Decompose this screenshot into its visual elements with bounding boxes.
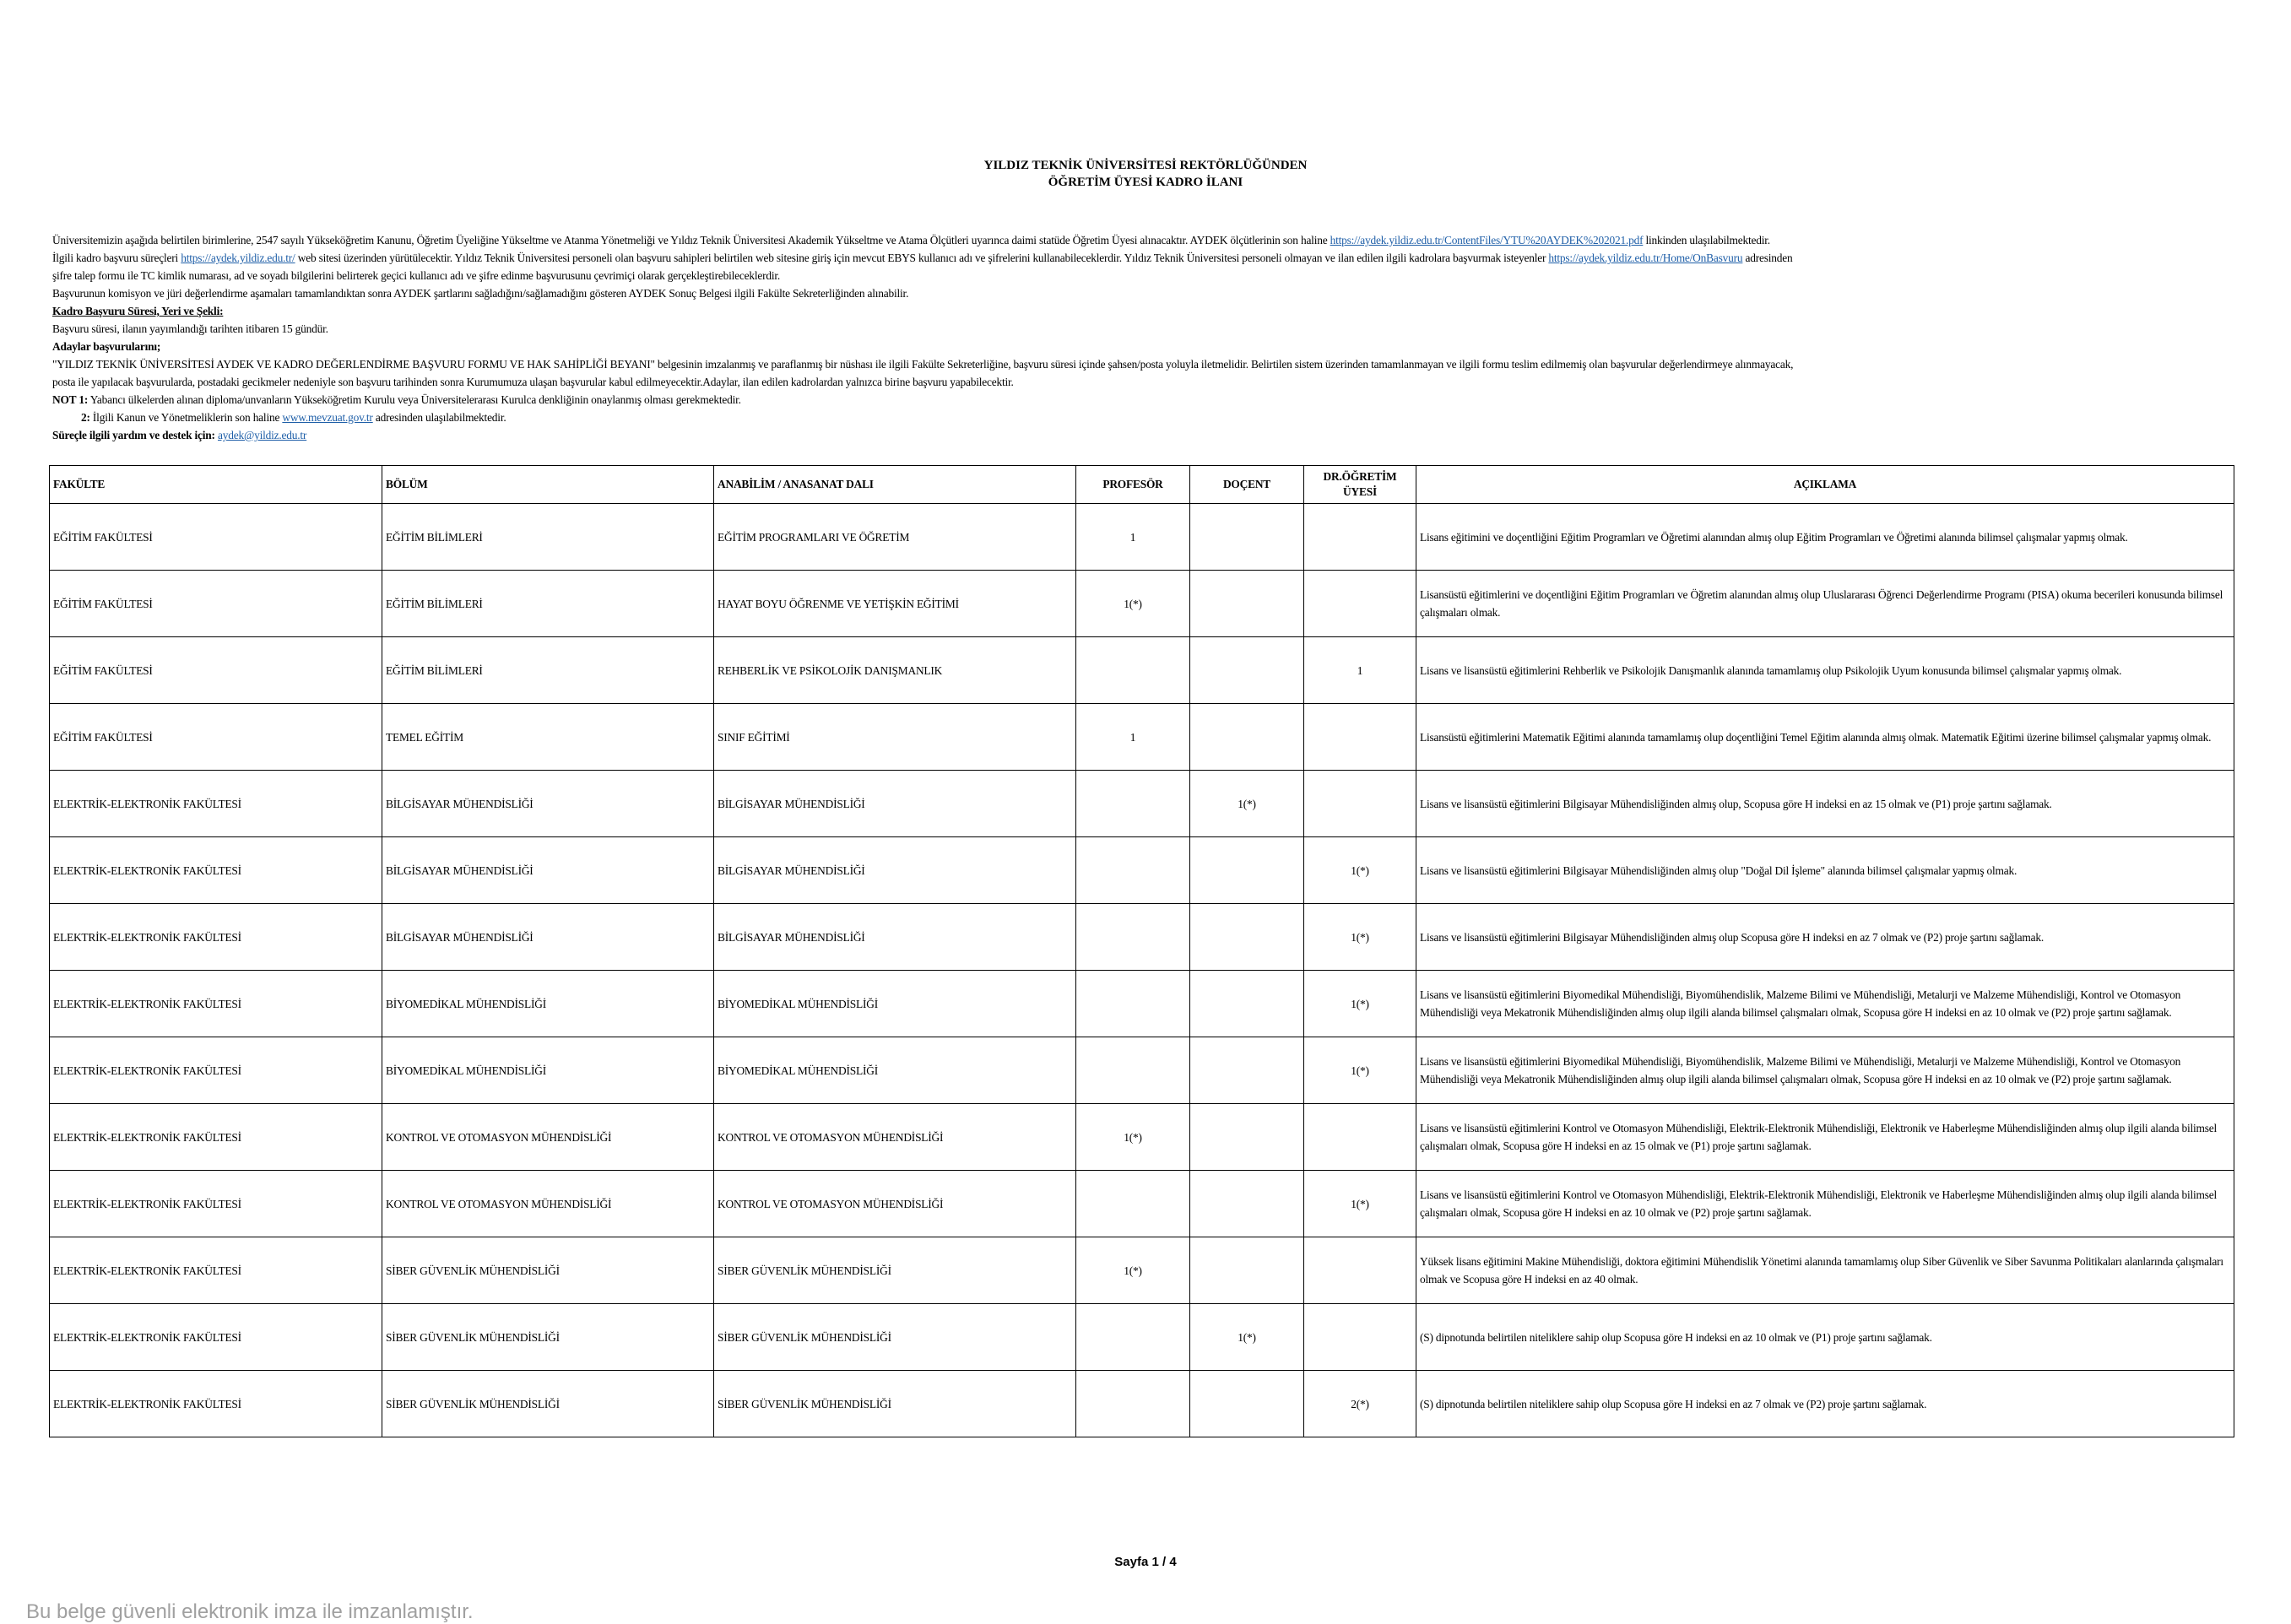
col-associate: DOÇENT [1190, 466, 1304, 504]
cell-description: Lisans eğitimini ve doçentliğini Eğitim Programları ve Öğretimi alanından almış olup Eğitim Programları ve Öğretimi alanında bilimsel çalışmalar yapmış olmak. [1416, 504, 2234, 571]
cell-description: Lisans ve lisansüstü eğitimlerini Kontrol ve Otomasyon Mühendisliği, Elektrik-Elektronik Mühendisliği, Elektronik ve Haberleşme Mühendisliğinden almış olup ilgili alanda bilimsel çalışmaları olmak, Scopusa göre H indeksi en az 15 olmak ve (P1) proje şartını sağlamak. [1416, 1104, 2234, 1171]
cell-faculty: EĞİTİM FAKÜLTESİ [50, 571, 382, 637]
cell-faculty: ELEKTRİK-ELEKTRONİK FAKÜLTESİ [50, 1104, 382, 1171]
cell-assistant [1304, 1304, 1416, 1371]
section-heading-duration: Kadro Başvuru Süresi, Yeri ve Şekli: [52, 305, 224, 317]
aydek-site-link[interactable]: https://aydek.yildiz.edu.tr/ [181, 252, 295, 264]
cell-department: TEMEL EĞİTİM [382, 704, 714, 771]
cell-division: BİLGİSAYAR MÜHENDİSLİĞİ [714, 837, 1076, 904]
cell-department: KONTROL VE OTOMASYON MÜHENDİSLİĞİ [382, 1171, 714, 1237]
table-row [50, 1171, 2234, 1237]
cell-department: BİLGİSAYAR MÜHENDİSLİĞİ [382, 837, 714, 904]
cell-faculty: ELEKTRİK-ELEKTRONİK FAKÜLTESİ [50, 771, 382, 837]
table-row [50, 1371, 2234, 1437]
cell-department: SİBER GÜVENLİK MÜHENDİSLİĞİ [382, 1371, 714, 1437]
col-department: BÖLÜM [382, 466, 714, 504]
cell-division: BİLGİSAYAR MÜHENDİSLİĞİ [714, 771, 1076, 837]
cell-division: BİLGİSAYAR MÜHENDİSLİĞİ [714, 904, 1076, 971]
text: web sitesi üzerinden yürütülecektir. Yıldız Teknik Üniversitesi personeli olan başvuru sahipleri belirtilen web sitesine giriş için mevcut EBYS kullanıcı adı ve şifrelerini kullanabileceklerdir. Yıldız Teknik Üniversitesi personeli olmayan ve ilan edilen ilgili kadrolara başvurmak isteyenler [295, 252, 1549, 264]
cell-division: SİBER GÜVENLİK MÜHENDİSLİĞİ [714, 1237, 1076, 1304]
cell-associate [1190, 1037, 1304, 1104]
cell-faculty: ELEKTRİK-ELEKTRONİK FAKÜLTESİ [50, 904, 382, 971]
cell-description: (S) dipnotunda belirtilen niteliklere sahip olup Scopusa göre H indeksi en az 7 olmak ve (P2) proje şartını sağlamak. [1416, 1371, 2234, 1437]
cell-assistant [1304, 1237, 1416, 1304]
text: İlgili kadro başvuru süreçleri [52, 252, 181, 264]
cell-associate [1190, 1237, 1304, 1304]
cell-division: KONTROL VE OTOMASYON MÜHENDİSLİĞİ [714, 1104, 1076, 1171]
cell-assistant: 1(*) [1304, 971, 1416, 1037]
cell-department: KONTROL VE OTOMASYON MÜHENDİSLİĞİ [382, 1104, 714, 1171]
table-row [50, 571, 2234, 637]
cell-associate [1190, 1171, 1304, 1237]
application-text-1: "YILDIZ TEKNİK ÜNİVERSİTESİ AYDEK VE KADRO DEĞERLENDİRME BAŞVURU FORMU VE HAK SAHİPLİĞİ BEYANI" belgesinin imzalanmış ve paraflanmış bir nüshası ile ilgili Fakülte Sekreterliğine, başvuru süresi içinde şahsen/posta yoluyla iletmelidir. Belirtilen sistem üzerinden tamamlanmayan ve ilgili formu teslim edilmemiş olan başvurular değerlendirmeye alınmayacak, [52, 358, 1794, 371]
cell-faculty: ELEKTRİK-ELEKTRONİK FAKÜLTESİ [50, 1037, 382, 1104]
table-row [50, 904, 2234, 971]
cell-description: Lisans ve lisansüstü eğitimlerini Bilgisayar Mühendisliğinden almış olup, Scopusa göre H indeksi en az 15 olmak ve (P1) proje şartını sağlamak. [1416, 771, 2234, 837]
table-row [50, 637, 2234, 704]
text: adresinden [1742, 252, 1793, 264]
cell-associate [1190, 504, 1304, 571]
intro-paragraph-3: şifre talep formu ile TC kimlik numarası, ad ve soyadı bilgilerini belirterek geçici kullanıcı adı ve şifre edinme başvurusunu çevrimiçi olarak gerçekleştirebileceklerdir. [52, 269, 781, 282]
col-professor: PROFESÖR [1076, 466, 1190, 504]
text: Yabancı ülkelerden alınan diploma/unvanların Yükseköğretim Kurulu veya Üniversitelerarası Kurulca denkliğinin onaylanmış olması gerekmektedir. [88, 393, 741, 406]
cell-assistant: 1(*) [1304, 1171, 1416, 1237]
cell-faculty: ELEKTRİK-ELEKTRONİK FAKÜLTESİ [50, 1237, 382, 1304]
cell-department: EĞİTİM BİLİMLERİ [382, 504, 714, 571]
cell-assistant: 1(*) [1304, 904, 1416, 971]
cell-professor [1076, 1171, 1190, 1237]
cell-assistant [1304, 571, 1416, 637]
cell-assistant: 2(*) [1304, 1371, 1416, 1437]
cell-professor: 1(*) [1076, 571, 1190, 637]
cell-professor [1076, 904, 1190, 971]
cell-division: SINIF EĞİTİMİ [714, 704, 1076, 771]
cell-description: Lisans ve lisansüstü eğitimlerini Bilgisayar Mühendisliğinden almış olup "Doğal Dil İşleme" alanında bilimsel çalışmalar yapmış olmak. [1416, 837, 2234, 904]
document-title: YILDIZ TEKNİK ÜNİVERSİTESİ REKTÖRLÜĞÜNDEN [983, 159, 1308, 172]
cell-assistant [1304, 704, 1416, 771]
cell-assistant: 1(*) [1304, 837, 1416, 904]
cell-associate [1190, 637, 1304, 704]
cell-department: SİBER GÜVENLİK MÜHENDİSLİĞİ [382, 1237, 714, 1304]
note-1 [52, 391, 2247, 409]
cell-description: Lisans ve lisansüstü eğitimlerini Bilgisayar Mühendisliğinden almış olup Scopusa göre H indeksi en az 7 olmak ve (P2) proje şartını sağlamak. [1416, 904, 2234, 971]
cell-division: SİBER GÜVENLİK MÜHENDİSLİĞİ [714, 1371, 1076, 1437]
cell-division: BİYOMEDİKAL MÜHENDİSLİĞİ [714, 971, 1076, 1037]
table-header-row [50, 466, 2234, 504]
note-label: NOT 1: [52, 393, 89, 406]
table-row [50, 1237, 2234, 1304]
cell-assistant: 1 [1304, 637, 1416, 704]
intro-text [52, 231, 2247, 444]
cell-department: BİLGİSAYAR MÜHENDİSLİĞİ [382, 904, 714, 971]
cell-description: Lisansüstü eğitimlerini Matematik Eğitimi alanında tamamlamış olup doçentliğini Temel Eğitim alanında almış olmak. Matematik Eğitimi üzerine bilimsel çalışmalar yapmış olmak. [1416, 704, 2234, 771]
cell-description: Lisansüstü eğitimlerini ve doçentliğini Eğitim Programları ve Öğretim alanından almış olup Uluslararası Öğrenci Değerlendirme Programı (PISA) okuma becerileri konusunda bilimsel çalışmaları olmak. [1416, 571, 2234, 637]
cell-department: BİLGİSAYAR MÜHENDİSLİĞİ [382, 771, 714, 837]
text: adresinden ulaşılabilmektedir. [372, 411, 506, 424]
table-row [50, 971, 2234, 1037]
note-2 [52, 409, 2247, 426]
cell-professor [1076, 971, 1190, 1037]
cell-division: HAYAT BOYU ÖĞRENME VE YETİŞKİN EĞİTİMİ [714, 571, 1076, 637]
cell-description: Lisans ve lisansüstü eğitimlerini Biyomedikal Mühendisliği, Biyomühendislik, Malzeme Bilimi ve Mühendisliği, Metalurji ve Malzeme Mühendisliği, Kontrol ve Otomasyon Mühendisliği veya Mekatronik Mühendisliğinden almış olup ilgili alanda bilimsel çalışmaları olmak, Scopusa göre H indeksi en az 10 olmak ve (P2) proje şartını sağlamak. [1416, 971, 2234, 1037]
mevzuat-link[interactable]: www.mevzuat.gov.tr [282, 411, 373, 424]
intro-paragraph-4: Başvurunun komisyon ve jüri değerlendirme aşamaları tamamlandıktan sonra AYDEK şartlarını sağladığını/sağlamadığını gösteren AYDEK Sonuç Belgesi ilgili Fakülte Sekreterliğinden alınabilir. [52, 287, 909, 300]
cell-associate [1190, 704, 1304, 771]
table-row [50, 1104, 2234, 1171]
cell-faculty: ELEKTRİK-ELEKTRONİK FAKÜLTESİ [50, 1304, 382, 1371]
table-row [50, 1037, 2234, 1104]
cell-professor [1076, 1304, 1190, 1371]
cell-associate: 1(*) [1190, 771, 1304, 837]
cell-professor [1076, 1371, 1190, 1437]
text: Üniversitemizin aşağıda belirtilen birimlerine, 2547 sayılı Yükseköğretim Kanunu, Öğretim Üyeliğine Yükseltme ve Atanma Yönetmeliği ve Yıldız Teknik Üniversitesi Akademik Yükseltme ve Atama Ölçütleri uyarınca daimi statüde Öğretim Üyesi alınacaktır. AYDEK ölçütlerinin son haline [52, 234, 1330, 246]
cell-department: EĞİTİM BİLİMLERİ [382, 637, 714, 704]
table-row [50, 704, 2234, 771]
cell-professor [1076, 1037, 1190, 1104]
cell-department: SİBER GÜVENLİK MÜHENDİSLİĞİ [382, 1304, 714, 1371]
aydek-criteria-link[interactable]: https://aydek.yildiz.edu.tr/ContentFiles/YTU%20AYDEK%202021.pdf [1330, 234, 1644, 246]
cell-description: Lisans ve lisansüstü eğitimlerini Rehberlik ve Psikolojik Danışmanlık alanında tamamlamış olup Psikolojik Uyum konusunda bilimsel çalışmalar yapmış olmak. [1416, 637, 2234, 704]
table-row [50, 1304, 2234, 1371]
cell-associate [1190, 971, 1304, 1037]
table-row [50, 837, 2234, 904]
cell-division: KONTROL VE OTOMASYON MÜHENDİSLİĞİ [714, 1171, 1076, 1237]
cell-associate [1190, 1371, 1304, 1437]
cell-description: Yüksek lisans eğitimini Makine Mühendisliği, doktora eğitimini Mühendislik Yönetimi alanında tamamlamış olup Siber Güvenlik ve Siber Savunma Politikaları alanlarında çalışmaları olmak ve Scopusa göre H indeksi en az 40 olmak. [1416, 1237, 2234, 1304]
cell-professor [1076, 771, 1190, 837]
cell-faculty: ELEKTRİK-ELEKTRONİK FAKÜLTESİ [50, 1371, 382, 1437]
text: İlgili Kanun ve Yönetmeliklerin son haline [89, 411, 283, 424]
cell-associate [1190, 837, 1304, 904]
document-subtitle: ÖĞRETİM ÜYESİ KADRO İLANI [1048, 176, 1243, 189]
cell-faculty: EĞİTİM FAKÜLTESİ [50, 637, 382, 704]
e-signature-note: Bu belge güvenli elektronik imza ile imzanlamıştır. [26, 1600, 474, 1623]
cell-department: EĞİTİM BİLİMLERİ [382, 571, 714, 637]
cell-description: Lisans ve lisansüstü eğitimlerini Biyomedikal Mühendisliği, Biyomühendislik, Malzeme Bilimi ve Mühendisliği, Metalurji ve Malzeme Mühendisliği, Kontrol ve Otomasyon Mühendisliği veya Mekatronik Mühendisliğinden almış olup ilgili alanda bilimsel çalışmaları olmak, Scopusa göre H indeksi en az 10 olmak ve (P2) proje şartını sağlamak. [1416, 1037, 2234, 1104]
cell-assistant [1304, 771, 1416, 837]
table-row [50, 504, 2234, 571]
cell-faculty: ELEKTRİK-ELEKTRONİK FAKÜLTESİ [50, 1171, 382, 1237]
cell-associate [1190, 1104, 1304, 1171]
page-number: Sayfa 1 / 4 [1114, 1555, 1177, 1569]
cell-professor: 1 [1076, 504, 1190, 571]
cell-professor: 1(*) [1076, 1104, 1190, 1171]
cell-professor [1076, 837, 1190, 904]
intro-paragraph-2 [52, 249, 2247, 267]
cell-assistant [1304, 504, 1416, 571]
note-label: 2: [81, 411, 90, 424]
section-heading-applications: Adaylar başvurularını; [52, 340, 161, 353]
onbasvuru-link[interactable]: https://aydek.yildiz.edu.tr/Home/OnBasvuru [1548, 252, 1743, 264]
cell-assistant: 1(*) [1304, 1037, 1416, 1104]
cell-professor: 1 [1076, 704, 1190, 771]
col-division: ANABİLİM / ANASANAT DALI [714, 466, 1076, 504]
cell-description: Lisans ve lisansüstü eğitimlerini Kontrol ve Otomasyon Mühendisliği, Elektrik-Elektronik Mühendisliği, Elektronik ve Haberleşme Mühendisliğinden almış olup ilgili alanda bilimsel çalışmaları olmak, Scopusa göre H indeksi en az 10 olmak ve (P2) proje şartını sağlamak. [1416, 1171, 2234, 1237]
cell-division: EĞİTİM PROGRAMLARI VE ÖĞRETİM [714, 504, 1076, 571]
support-email-link[interactable]: aydek@yildiz.edu.tr [217, 429, 307, 441]
text: linkinden ulaşılabilmektedir. [1643, 234, 1770, 246]
cell-department: BİYOMEDİKAL MÜHENDİSLİĞİ [382, 1037, 714, 1104]
cell-faculty: EĞİTİM FAKÜLTESİ [50, 504, 382, 571]
cell-associate: 1(*) [1190, 1304, 1304, 1371]
cell-associate [1190, 904, 1304, 971]
col-faculty: FAKÜLTE [50, 466, 382, 504]
intro-paragraph-1 [52, 231, 2247, 249]
cell-assistant [1304, 1104, 1416, 1171]
duration-text: Başvuru süresi, ilanın yayımlandığı tarihten itibaren 15 gündür. [52, 322, 328, 335]
cell-division: BİYOMEDİKAL MÜHENDİSLİĞİ [714, 1037, 1076, 1104]
table-row [50, 771, 2234, 837]
support-label: Süreçle ilgili yardım ve destek için: [52, 429, 215, 441]
application-text-2: posta ile yapılacak başvurularda, postadaki gecikmeler nedeniyle son başvuru tarihinden sonra Kurumumuza ulaşan başvurular kabul edilmeyecektir.Adaylar, ilan edilen kadrolardan yalnızca birine başvuru yapabilecektir. [52, 376, 1014, 388]
cell-description: (S) dipnotunda belirtilen niteliklere sahip olup Scopusa göre H indeksi en az 10 olmak ve (P1) proje şartını sağlamak. [1416, 1304, 2234, 1371]
cell-professor: 1(*) [1076, 1237, 1190, 1304]
cell-department: BİYOMEDİKAL MÜHENDİSLİĞİ [382, 971, 714, 1037]
cell-division: SİBER GÜVENLİK MÜHENDİSLİĞİ [714, 1304, 1076, 1371]
cell-associate [1190, 571, 1304, 637]
cell-faculty: EĞİTİM FAKÜLTESİ [50, 704, 382, 771]
col-description: AÇIKLAMA [1416, 466, 2234, 504]
positions-table [49, 465, 2234, 1437]
cell-faculty: ELEKTRİK-ELEKTRONİK FAKÜLTESİ [50, 971, 382, 1037]
cell-professor [1076, 637, 1190, 704]
col-assistant: DR.ÖĞRETİM ÜYESİ [1304, 466, 1416, 504]
support-line [52, 426, 2247, 444]
cell-division: REHBERLİK VE PSİKOLOJİK DANIŞMANLIK [714, 637, 1076, 704]
cell-faculty: ELEKTRİK-ELEKTRONİK FAKÜLTESİ [50, 837, 382, 904]
